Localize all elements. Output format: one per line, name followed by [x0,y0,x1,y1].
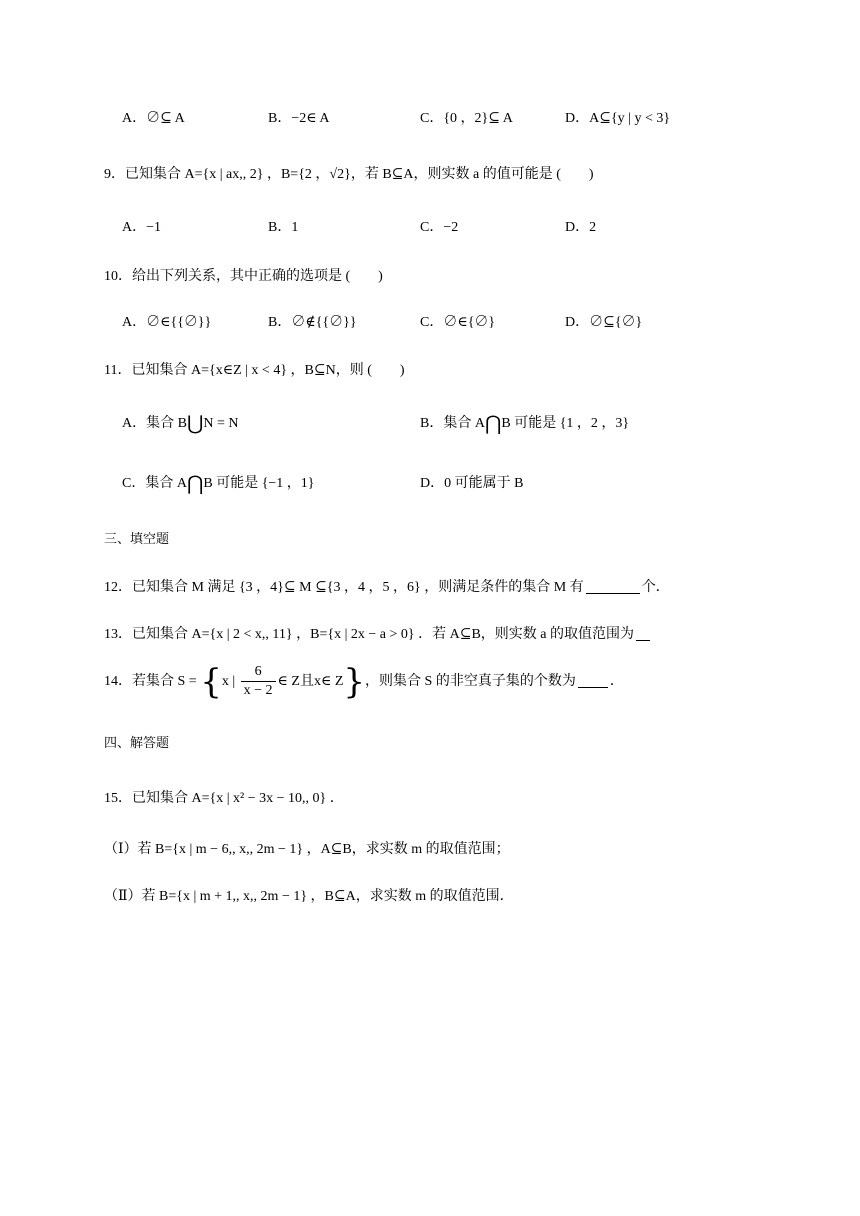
q15-part1: （Ⅰ）若 B={x | m − 6,, x,, 2m − 1} ，A⊆B，求实数 m 的取值范围； [104,842,510,857]
set-close-brace: } [343,661,366,702]
q8-option-b: B．−2∈ A [268,111,330,126]
q10-option-a: A．∅∈{{∅}} [122,315,212,330]
q9-option-d: D．2 [565,220,597,235]
q14-line [104,662,624,702]
q15-part2: （Ⅱ）若 B={x | m + 1,, x,, 2m − 1} ，B⊆A，求实数 m 的取值范围． [104,889,514,904]
q11-stem: 11．已知集合 A={x∈Z | x < 4} ，B⊆N，则 ( ) [104,363,405,378]
q14-post: ，则集合 S 的非空真子集的个数为 [365,674,576,689]
q14-x-bar: x | [221,674,236,689]
q14-fraction [241,663,276,700]
q10-option-b: B．∅∉{{∅}} [268,315,357,330]
q8-option-d: D．A⊆{y | y < 3} [565,111,671,126]
section-heading-fill-blank: 三、填空题 [104,532,170,547]
q11-option-c [122,475,315,493]
q11-option-b-post: B 可能是 {1 ，2 ，3} [501,416,630,431]
q11-option-a-pre: A．集合 B [122,416,187,431]
intersection-symbol: ⋂ [484,413,502,435]
set-open-brace: { [200,661,222,702]
q15-stem: 15．已知集合 A={x | x² − 3x − 10,, 0} ． [104,791,344,806]
q11-option-c-post: B 可能是 {−1 ，1} [203,476,315,491]
q14-tail: ． [609,674,624,689]
q11-option-a-post: N = N [203,416,239,431]
q13-line [104,626,652,644]
q9-option-b: B．1 [268,220,299,235]
q10-option-d: D．∅⊆{∅} [565,315,643,330]
q14-numerator: 6 [241,663,276,682]
q14-answer-blank[interactable] [578,673,608,688]
intersection-symbol: ⋂ [186,473,204,495]
q11-option-a [122,415,238,433]
q10-stem: 10．给出下列关系，其中正确的选项是 ( ) [104,269,383,284]
q13-answer-blank[interactable] [636,626,650,641]
q12-stem: 12．已知集合 M 满足 {3 ，4}⊆ M ⊆{3 ，4 ，5 ，6} ，则满足条件的集合 M 有 [104,580,584,595]
q9-option-a: A．−1 [122,220,162,235]
q9-stem: 9．已知集合 A={x | ax,, 2} ，B={2 ，√2}，若 B⊆A，则实数 a 的值可能是 ( ) [104,167,594,182]
q11-option-b-pre: B．集合 A [420,416,485,431]
q11-option-b [420,415,629,433]
q14-denominator: x − 2 [243,683,273,699]
q9-option-c: C．−2 [420,220,459,235]
section-heading-answer: 四、解答题 [104,736,170,751]
q12-line [104,579,670,597]
q8-option-c: C．{0 ，2}⊆ A [420,111,513,126]
q14-condition: ∈ Z且x∈ Z [277,674,344,689]
q11-option-c-pre: C．集合 A [122,476,187,491]
q8-option-a: A．∅⊆ A [122,111,185,126]
q13-stem: 13．已知集合 A={x | 2 < x,, 11} ，B={x | 2x − a > 0} ．若 A⊆B，则实数 a 的取值范围为 [104,627,634,642]
q10-option-c: C．∅∈{∅} [420,315,496,330]
q11-option-d: D．0 可能属于 B [420,476,524,491]
q12-answer-blank[interactable] [586,579,640,594]
union-symbol: ⋃ [186,413,204,435]
q14-pre: 14．若集合 S = [104,674,197,689]
q12-tail: 个． [641,580,670,595]
